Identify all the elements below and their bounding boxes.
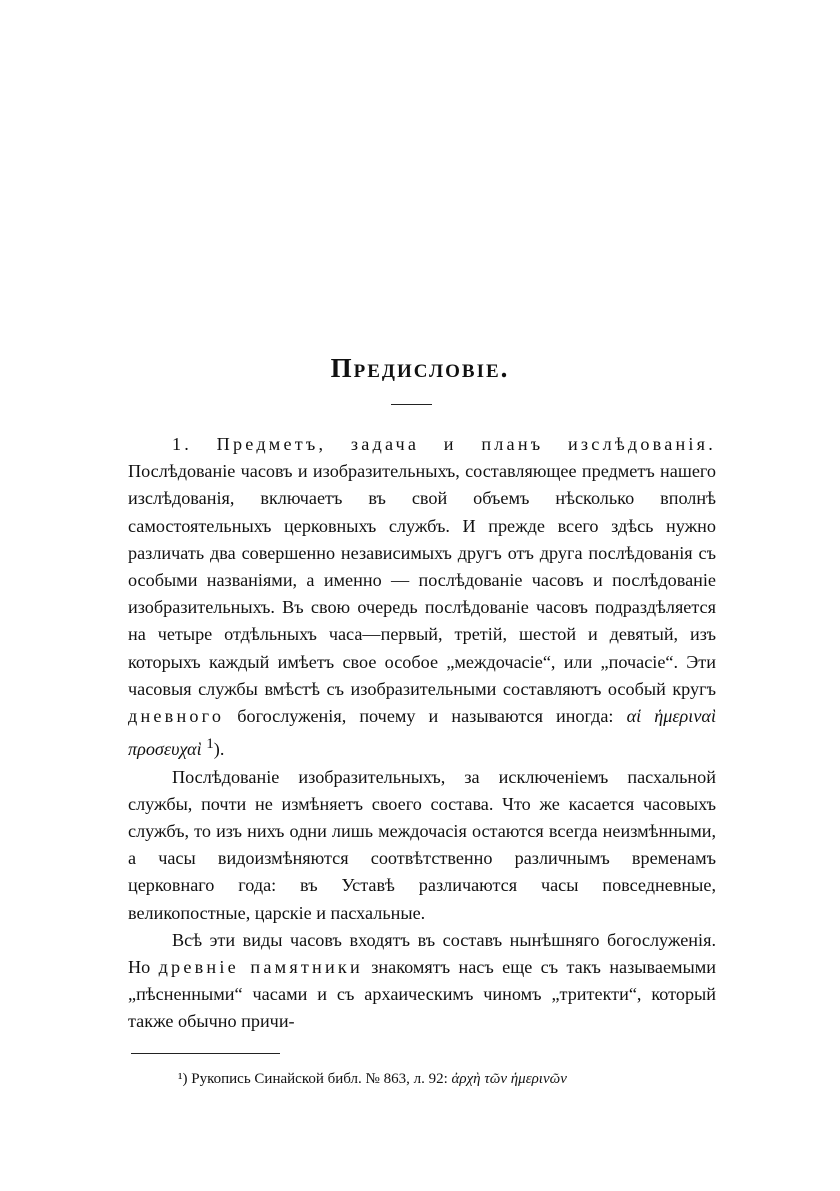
spaced-phrase-1: дневного (128, 706, 225, 727)
footnote-marker: ¹) (178, 1071, 188, 1087)
main-text (128, 431, 716, 1036)
paragraph-1 (128, 431, 716, 764)
page-title: Предисловіе. (330, 353, 510, 383)
paragraph-1-closing: ). (213, 739, 225, 760)
footnote-divider (131, 1053, 280, 1054)
footnote-reference: 1 (206, 735, 214, 753)
paragraph-3 (128, 927, 716, 1036)
footnote (178, 1069, 567, 1089)
paragraph-1-text: Послѣдованіе часовъ и изобразительныхъ, составляющее предметъ нашего изслѣдованія, включаетъ въ свой объемъ нѣсколько вполнѣ самостоятельныхъ церковныхъ службъ. И прежде всего здѣсь нужно различать два совершенно независимыхъ другъ отъ друга послѣдованія съ особыми названіями, а именно — послѣдованіе часовъ и послѣдованіе изобразительныхъ. Въ свою очередь послѣдованіе часовъ подраздѣляется на четыре отдѣльныхъ часа—первый, третій, шестой и девятый, изъ которыхъ каждый имѣетъ свое особое „междочасіе“, или „почасіе“. Эти часовыя службы вмѣстѣ съ изобразительными составляютъ особый кругъ (128, 461, 716, 699)
paragraph-2: Послѣдованіе изобразительныхъ, за исключеніемъ пасхальной службы, почти не измѣняетъ своего состава. Что же касается часовыхъ службъ, то изъ нихъ одни лишь междочасія остаются всегда неизмѣнными, а часы видоизмѣняются соотвѣтственно различнымъ временамъ церковнаго года: въ Уставѣ различаются часы повседневные, великопостные, царскіе и пасхальные. (128, 766, 716, 923)
paragraph-3-text: Всѣ эти виды часовъ входятъ въ составъ нынѣшняго богослуженія. Но (128, 929, 716, 977)
greek-phrase: αἱ ἡμεριναὶ προσευχαὶ (128, 706, 716, 760)
footnote-greek: ἀρχὴ τῶν ἡμερινῶν (451, 1071, 567, 1087)
spaced-phrase-2: древніе памятники (158, 956, 363, 977)
paragraph-1-text-end: богослуженія, почему и называются иногда: (224, 706, 627, 727)
paragraph-3-text-end: знакомятъ насъ еще съ такъ называемыми „пѣсненными“ часами и съ архаическимъ чиномъ „тритекти“, который также обычно причи- (128, 956, 716, 1032)
footnote-text: Рукопись Синайской библ. № 863, л. 92: (191, 1071, 448, 1087)
section-heading: 1. Предметъ, задача и планъ изслѣдованія. (172, 434, 716, 454)
title-divider (391, 404, 432, 405)
